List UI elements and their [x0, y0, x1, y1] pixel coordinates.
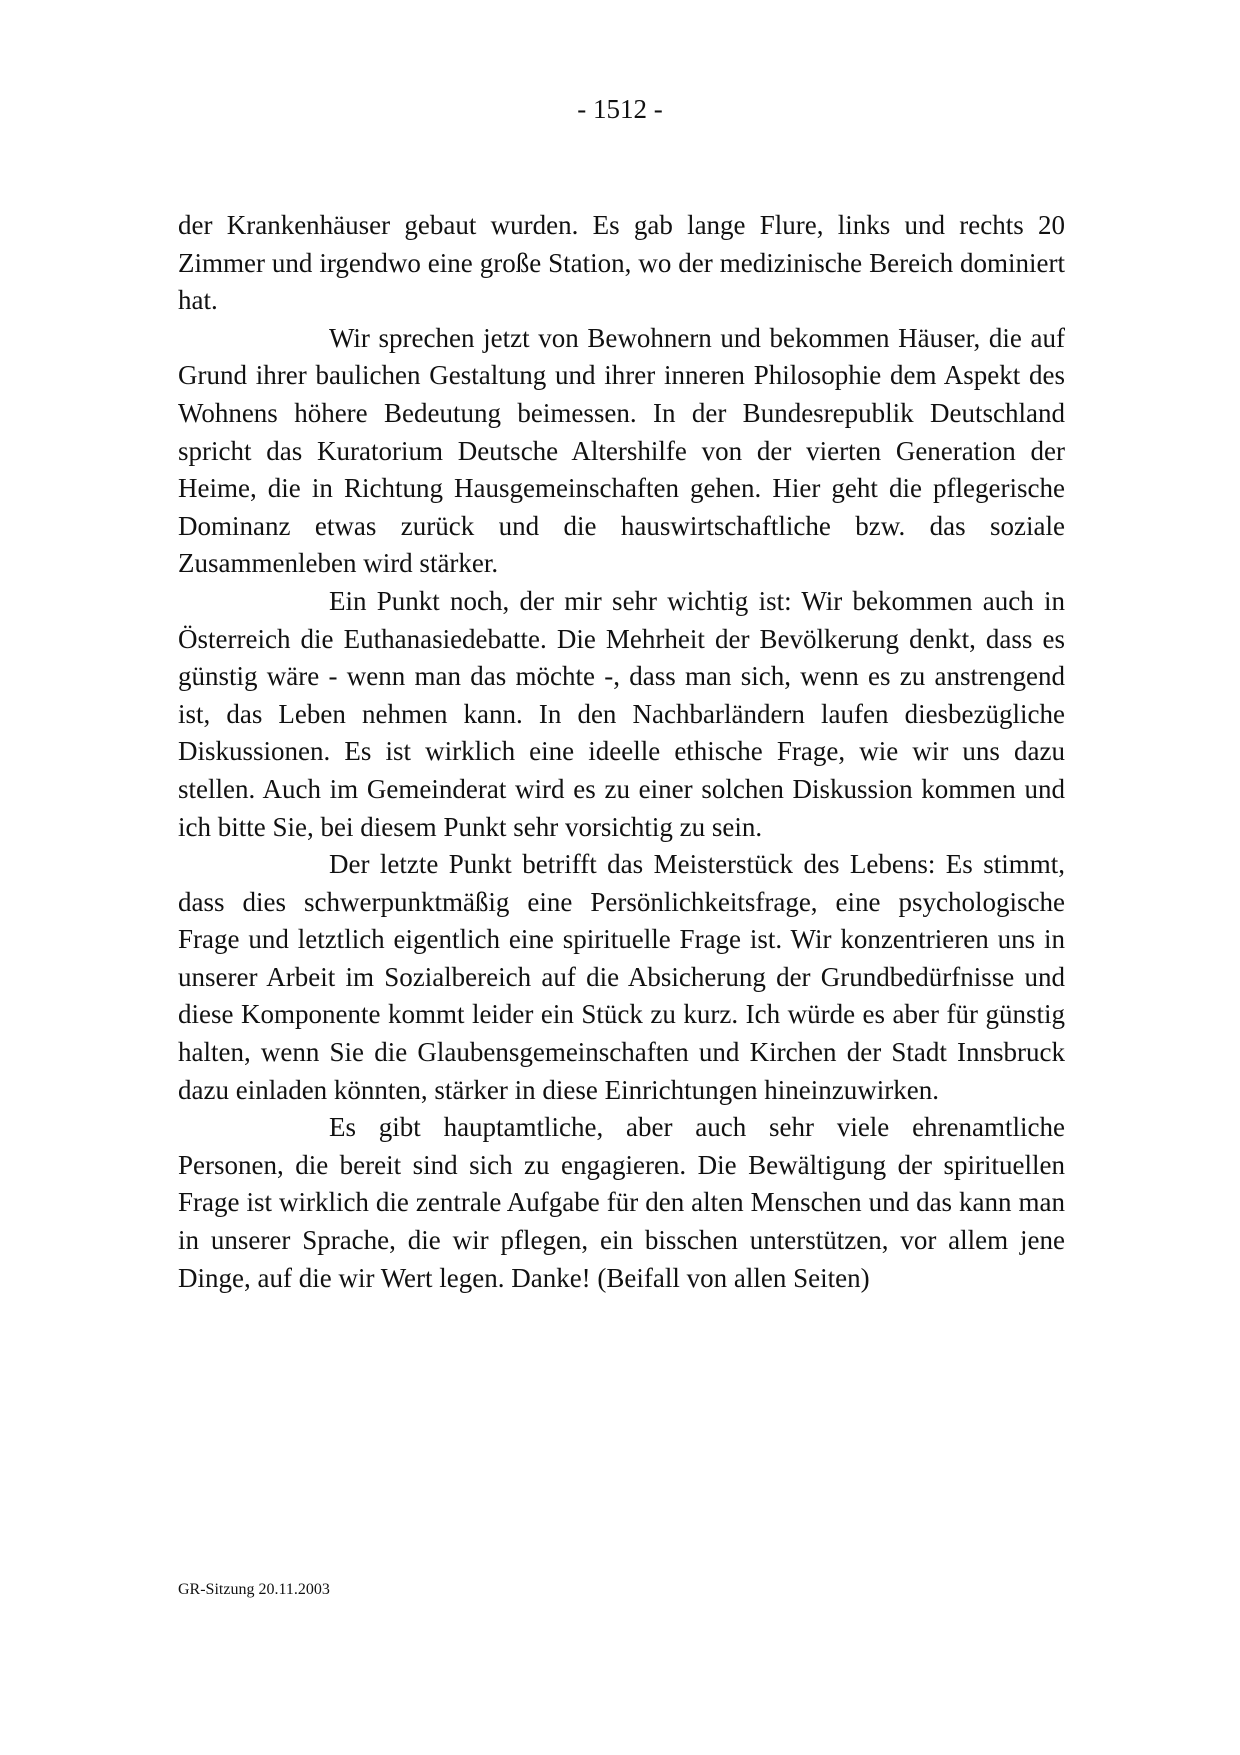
page-number: - 1512 -: [577, 94, 663, 124]
paragraph-continuation: der Krankenhäuser gebaut wurden. Es gab lange Flure, links und rechts 20 Zimmer und irgendwo eine große Station, wo der medizinische Bereich dominiert hat.: [178, 210, 1065, 316]
paragraph: Es gibt hauptamtliche, aber auch sehr viele ehrenamtliche Personen, die bereit sind sich zu engagieren. Die Bewältigung der spirituellen Frage ist wirklich die zentrale Aufgabe für den alten Menschen und das kann man in unserer Sprache, die wir pflegen, ein bisschen unterstützen, vor allem jene Dinge, auf die wir Wert legen. Danke! (Beifall von allen Seiten): [178, 1112, 1065, 1293]
document-body: [178, 207, 1065, 1297]
paragraph: Ein Punkt noch, der mir sehr wichtig ist: Wir bekommen auch in Österreich die Euthanasiedebatte. Die Mehrheit der Bevölkerung denkt, dass es günstig wäre - wenn man das möchte -, dass man sich, wenn es zu anstrengend ist, das Leben nehmen kann. In den Nachbarländern laufen diesbezügliche Diskussionen. Es ist wirklich eine ideelle ethische Frage, wie wir uns dazu stellen. Auch im Gemeinderat wird es zu einer solchen Diskussion kommen und ich bitte Sie, bei diesem Punkt sehr vorsichtig zu sein.: [178, 585, 1065, 842]
paragraph: Der letzte Punkt betrifft das Meisterstück des Lebens: Es stimmt, dass dies schwerpunktmäßig eine Persönlichkeitsfrage, eine psychologische Frage und letztlich eigentlich eine spirituelle Frage ist. Wir konzentrieren uns in unserer Arbeit im Sozialbereich auf die Absicherung der Grundbedürfnisse und diese Komponente kommt leider ein Stück zu kurz. Ich würde es aber für günstig halten, wenn Sie die Glaubensgemeinschaften und Kirchen der Stadt Innsbruck dazu einladen könnten, stärker in diese Einrichtungen hineinzuwirken.: [178, 849, 1065, 1105]
paragraph: Wir sprechen jetzt von Bewohnern und bekommen Häuser, die auf Grund ihrer baulichen Gestaltung und ihrer inneren Philosophie dem Aspekt des Wohnens höhere Bedeutung beimessen. In der Bundesrepublik Deutschland spricht das Kuratorium Deutsche Altershilfe von der vierten Generation der Heime, die in Richtung Hausgemeinschaften gehen. Hier geht die pflegerische Dominanz etwas zurück und die hauswirtschaftliche bzw. das soziale Zusammenleben wird stärker.: [178, 322, 1065, 579]
footer-session-date: GR-Sitzung 20.11.2003: [178, 1581, 330, 1598]
